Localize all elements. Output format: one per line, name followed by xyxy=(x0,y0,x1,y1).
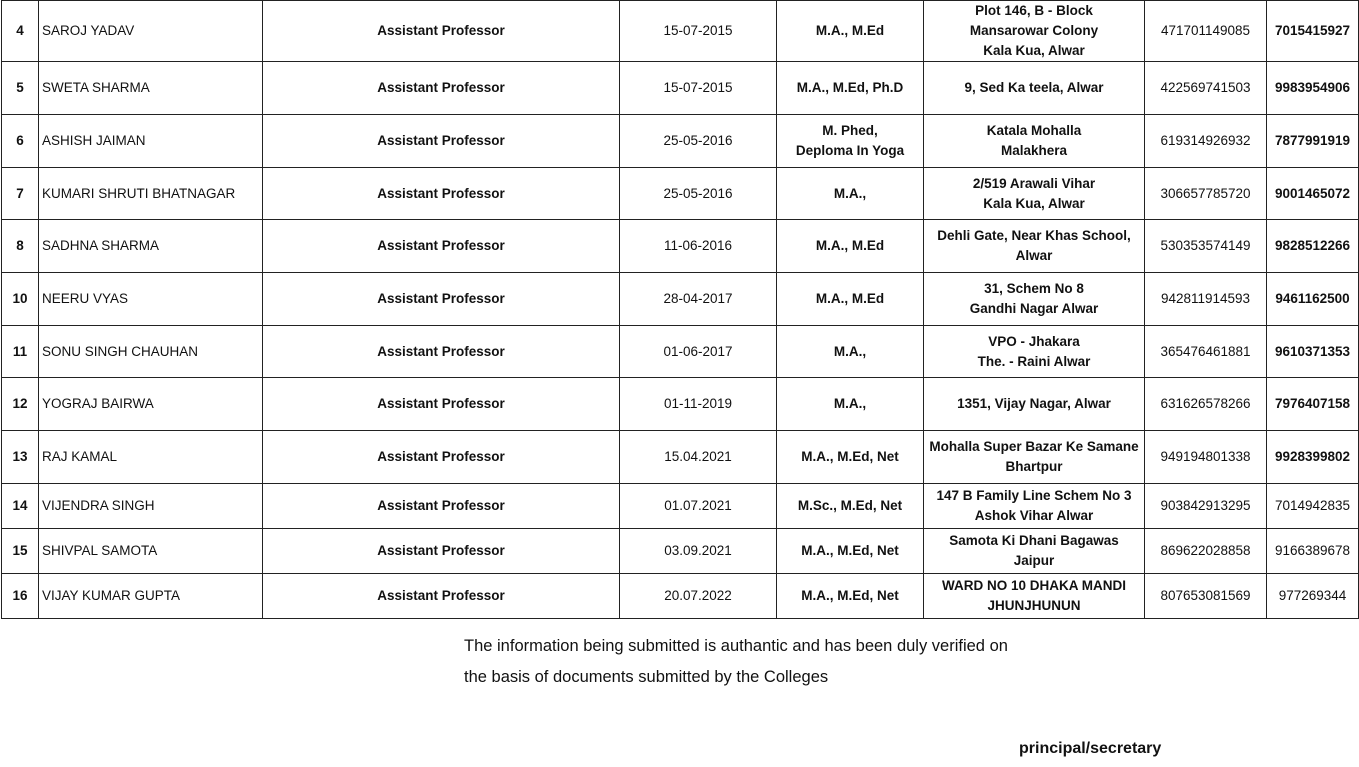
staff-table xyxy=(1,0,1359,619)
mobile-cell: 7014942835 xyxy=(1267,484,1359,529)
designation-cell: Assistant Professor xyxy=(263,168,620,220)
sr-cell: 11 xyxy=(2,326,39,378)
name-cell: SHIVPAL SAMOTA xyxy=(39,529,263,574)
qualification-cell: M.Sc., M.Ed, Net xyxy=(777,484,924,529)
sr-cell: 4 xyxy=(2,1,39,62)
date-cell: 25-05-2016 xyxy=(620,168,777,220)
table-row xyxy=(2,484,1359,529)
address-cell: Dehli Gate, Near Khas School, Alwar xyxy=(924,220,1145,273)
qualification-cell: M.A., M.Ed xyxy=(777,1,924,62)
date-cell: 11-06-2016 xyxy=(620,220,777,273)
designation-cell: Assistant Professor xyxy=(263,273,620,326)
sr-cell: 14 xyxy=(2,484,39,529)
date-cell: 01-06-2017 xyxy=(620,326,777,378)
mobile-cell: 9828512266 xyxy=(1267,220,1359,273)
signoff-label: principal/secretary xyxy=(1019,740,1162,757)
name-cell: VIJAY KUMAR GUPTA xyxy=(39,574,263,619)
designation-cell: Assistant Professor xyxy=(263,378,620,431)
table-row xyxy=(2,574,1359,619)
designation-cell: Assistant Professor xyxy=(263,574,620,619)
id-number-cell: 530353574149 xyxy=(1145,220,1267,273)
mobile-cell: 9928399802 xyxy=(1267,431,1359,484)
name-cell: RAJ KAMAL xyxy=(39,431,263,484)
designation-cell: Assistant Professor xyxy=(263,115,620,168)
mobile-cell: 9001465072 xyxy=(1267,168,1359,220)
staff-table-body xyxy=(2,1,1359,619)
designation-cell: Assistant Professor xyxy=(263,326,620,378)
date-cell: 20.07.2022 xyxy=(620,574,777,619)
mobile-cell: 9610371353 xyxy=(1267,326,1359,378)
sr-cell: 7 xyxy=(2,168,39,220)
address-cell: WARD NO 10 DHAKA MANDI JHUNJHUNUN xyxy=(924,574,1145,619)
id-number-cell: 631626578266 xyxy=(1145,378,1267,431)
id-number-cell: 903842913295 xyxy=(1145,484,1267,529)
address-cell: Mohalla Super Bazar Ke Samane Bhartpur xyxy=(924,431,1145,484)
qualification-cell: M.A., M.Ed xyxy=(777,220,924,273)
name-cell: KUMARI SHRUTI BHATNAGAR xyxy=(39,168,263,220)
qualification-cell: M. Phed, Deploma In Yoga xyxy=(777,115,924,168)
address-cell: Samota Ki Dhani Bagawas Jaipur xyxy=(924,529,1145,574)
mobile-cell: 7015415927 xyxy=(1267,1,1359,62)
qualification-cell: M.A., M.Ed, Ph.D xyxy=(777,62,924,115)
table-row xyxy=(2,62,1359,115)
name-cell: SWETA SHARMA xyxy=(39,62,263,115)
designation-cell: Assistant Professor xyxy=(263,62,620,115)
id-number-cell: 807653081569 xyxy=(1145,574,1267,619)
verification-note-line-2: the basis of documents submitted by the Colleges xyxy=(464,668,829,686)
table-row xyxy=(2,273,1359,326)
table-row xyxy=(2,1,1359,62)
sr-cell: 15 xyxy=(2,529,39,574)
sr-cell: 13 xyxy=(2,431,39,484)
qualification-cell: M.A., M.Ed, Net xyxy=(777,431,924,484)
qualification-cell: M.A., M.Ed, Net xyxy=(777,574,924,619)
date-cell: 15-07-2015 xyxy=(620,1,777,62)
id-number-cell: 949194801338 xyxy=(1145,431,1267,484)
table-row xyxy=(2,115,1359,168)
qualification-cell: M.A., xyxy=(777,168,924,220)
mobile-cell: 7877991919 xyxy=(1267,115,1359,168)
address-cell: Katala Mohalla Malakhera xyxy=(924,115,1145,168)
date-cell: 15.04.2021 xyxy=(620,431,777,484)
qualification-cell: M.A., M.Ed, Net xyxy=(777,529,924,574)
table-row xyxy=(2,326,1359,378)
sr-cell: 8 xyxy=(2,220,39,273)
sr-cell: 16 xyxy=(2,574,39,619)
date-cell: 03.09.2021 xyxy=(620,529,777,574)
date-cell: 15-07-2015 xyxy=(620,62,777,115)
id-number-cell: 306657785720 xyxy=(1145,168,1267,220)
verification-note xyxy=(464,631,1008,693)
date-cell: 25-05-2016 xyxy=(620,115,777,168)
address-cell: 31, Schem No 8 Gandhi Nagar Alwar xyxy=(924,273,1145,326)
sr-cell: 12 xyxy=(2,378,39,431)
name-cell: SADHNA SHARMA xyxy=(39,220,263,273)
sr-cell: 10 xyxy=(2,273,39,326)
id-number-cell: 619314926932 xyxy=(1145,115,1267,168)
verification-note-line-1: The information being submitted is authantic and has been duly verified on xyxy=(464,637,1008,655)
qualification-cell: M.A., xyxy=(777,378,924,431)
address-cell: 147 B Family Line Schem No 3 Ashok Vihar Alwar xyxy=(924,484,1145,529)
name-cell: VIJENDRA SINGH xyxy=(39,484,263,529)
id-number-cell: 422569741503 xyxy=(1145,62,1267,115)
designation-cell: Assistant Professor xyxy=(263,484,620,529)
mobile-cell: 977269344 xyxy=(1267,574,1359,619)
qualification-cell: M.A., M.Ed xyxy=(777,273,924,326)
mobile-cell: 9461162500 xyxy=(1267,273,1359,326)
table-row xyxy=(2,529,1359,574)
address-cell: 9, Sed Ka teela, Alwar xyxy=(924,62,1145,115)
designation-cell: Assistant Professor xyxy=(263,529,620,574)
qualification-cell: M.A., xyxy=(777,326,924,378)
id-number-cell: 365476461881 xyxy=(1145,326,1267,378)
date-cell: 28-04-2017 xyxy=(620,273,777,326)
mobile-cell: 9983954906 xyxy=(1267,62,1359,115)
address-cell: 1351, Vijay Nagar, Alwar xyxy=(924,378,1145,431)
id-number-cell: 471701149085 xyxy=(1145,1,1267,62)
designation-cell: Assistant Professor xyxy=(263,1,620,62)
table-row xyxy=(2,220,1359,273)
date-cell: 01.07.2021 xyxy=(620,484,777,529)
address-cell: 2/519 Arawali Vihar Kala Kua, Alwar xyxy=(924,168,1145,220)
table-row xyxy=(2,431,1359,484)
name-cell: SAROJ YADAV xyxy=(39,1,263,62)
name-cell: NEERU VYAS xyxy=(39,273,263,326)
id-number-cell: 869622028858 xyxy=(1145,529,1267,574)
designation-cell: Assistant Professor xyxy=(263,220,620,273)
address-cell: Plot 146, B - Block Mansarowar Colony Kala Kua, Alwar xyxy=(924,1,1145,62)
address-cell: VPO - Jhakara The. - Raini Alwar xyxy=(924,326,1145,378)
mobile-cell: 9166389678 xyxy=(1267,529,1359,574)
id-number-cell: 942811914593 xyxy=(1145,273,1267,326)
designation-cell: Assistant Professor xyxy=(263,431,620,484)
name-cell: SONU SINGH CHAUHAN xyxy=(39,326,263,378)
name-cell: ASHISH JAIMAN xyxy=(39,115,263,168)
sr-cell: 5 xyxy=(2,62,39,115)
table-row xyxy=(2,168,1359,220)
date-cell: 01-11-2019 xyxy=(620,378,777,431)
sr-cell: 6 xyxy=(2,115,39,168)
table-row xyxy=(2,378,1359,431)
name-cell: YOGRAJ BAIRWA xyxy=(39,378,263,431)
mobile-cell: 7976407158 xyxy=(1267,378,1359,431)
